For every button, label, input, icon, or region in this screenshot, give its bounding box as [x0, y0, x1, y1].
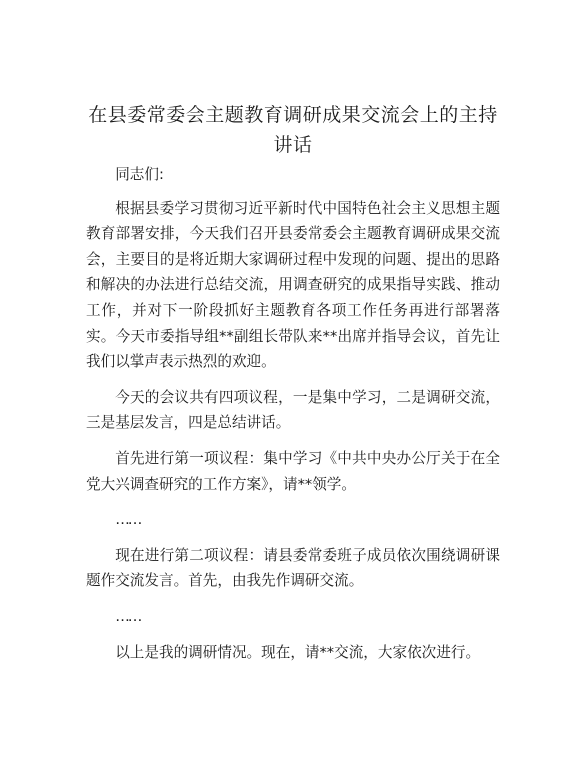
agenda-paragraph: 今天的会议共有四项议程，一是集中学习，二是调研交流，三是基层发言，四是总结讲话。 [86, 388, 500, 432]
intro-paragraph: 根据县委学习贯彻习近平新时代中国特色社会主义思想主题教育部署安排，今天我们召开县委常委会主题教育调研成果交流会，主要目的是将近期大家调研过程中发现的问题、提出的思路和解决的办法进行总结交流，用调查研究的成果指导实践、推动工作，并对下一阶段抓好主题教育各项工作任务再进行部署落实。今天市委指导组**副组长带队来**出席并指导会议，首先让我们以掌声表示热烈的欢迎。 [86, 199, 500, 371]
greeting-paragraph: 同志们: [115, 166, 164, 183]
ellipsis-paragraph: …… [115, 607, 141, 625]
ellipsis-paragraph: …… [115, 511, 141, 529]
agenda-item-1-paragraph: 首先进行第一项议程：集中学习《中共中央办公厅关于在全党大兴调查研究的工作方案》，请**领学。 [86, 449, 500, 493]
closing-paragraph: 以上是我的调研情况。现在，请**交流，大家依次进行。 [115, 643, 481, 661]
agenda-item-2-paragraph: 现在进行第二项议程：请县委常委班子成员依次围绕调研课题作交流发言。首先，由我先作调研交流。 [86, 546, 500, 590]
document-title: 在县委常委会主题教育调研成果交流会上的主持讲话 [88, 104, 498, 156]
document-body [86, 162, 500, 675]
